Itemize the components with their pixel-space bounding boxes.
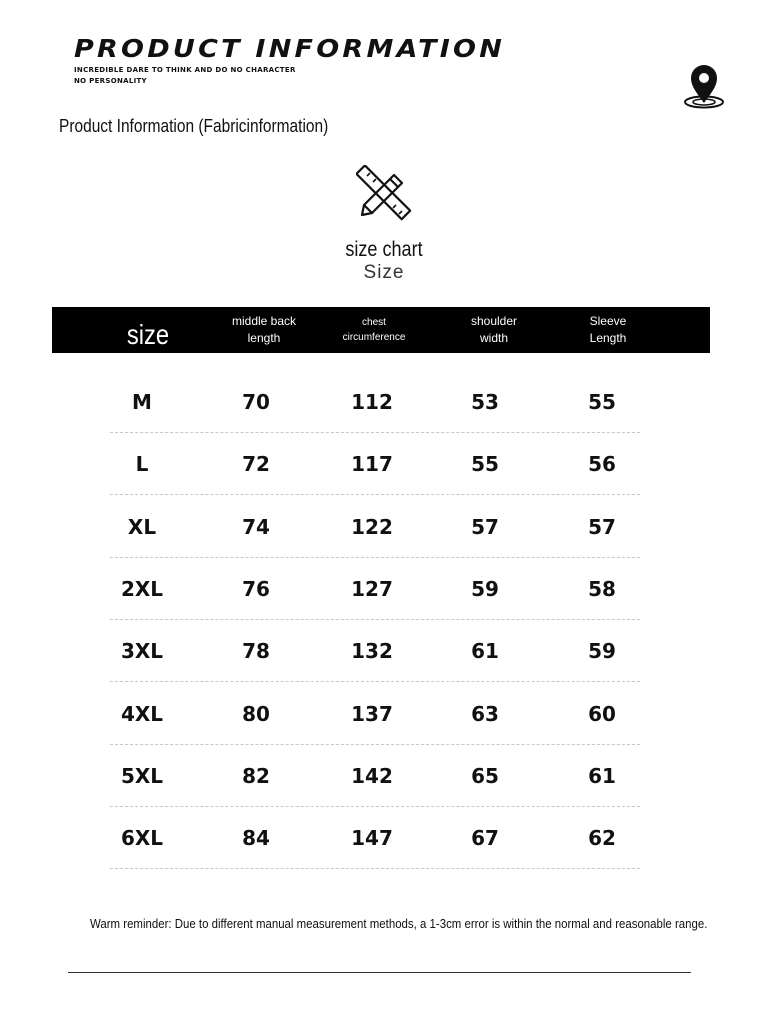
cell-size: XL xyxy=(127,514,157,539)
warm-reminder: Warm reminder: Due to different manual measurement methods, a 1-3cm error is within the normal and reasonable range. xyxy=(90,916,708,931)
cell-size: 5XL xyxy=(120,763,164,788)
cell-sleeve: 62 xyxy=(588,826,616,851)
table-row xyxy=(0,745,768,807)
cell-size: 6XL xyxy=(120,826,164,851)
cell-size: M xyxy=(132,390,152,414)
cell-size: L xyxy=(135,452,149,477)
cell-back-length: 70 xyxy=(242,390,270,414)
cell-sleeve: 55 xyxy=(588,390,616,414)
page-title: PRODUCT INFORMATION xyxy=(74,34,506,63)
cell-chest: 137 xyxy=(351,701,393,726)
tagline-line-2: NO PERSONALITY xyxy=(74,77,147,85)
ruler-pencil-icon xyxy=(356,165,412,221)
table-row xyxy=(0,433,768,495)
cell-sleeve: 61 xyxy=(588,763,616,788)
cell-sleeve: 56 xyxy=(588,452,616,477)
table-row xyxy=(0,371,768,433)
cell-sleeve: 58 xyxy=(588,576,616,601)
cell-shoulder: 61 xyxy=(471,639,499,664)
cell-chest: 117 xyxy=(351,452,393,477)
cell-back-length: 82 xyxy=(242,763,270,788)
cell-sleeve: 57 xyxy=(588,514,616,539)
table-row xyxy=(0,807,768,869)
cell-chest: 142 xyxy=(351,763,393,788)
cell-chest: 122 xyxy=(351,514,393,539)
cell-shoulder: 65 xyxy=(471,763,499,788)
cell-shoulder: 55 xyxy=(471,452,499,477)
cell-chest: 147 xyxy=(351,826,393,851)
cell-back-length: 84 xyxy=(242,826,270,851)
cell-shoulder: 67 xyxy=(471,826,499,851)
cell-chest: 127 xyxy=(351,576,393,601)
cell-size: 2XL xyxy=(120,576,164,601)
column-header-size: size xyxy=(126,318,170,350)
cell-size: 4XL xyxy=(120,701,164,726)
cell-sleeve: 60 xyxy=(588,701,616,726)
row-divider xyxy=(110,868,640,869)
location-pin-icon xyxy=(682,62,726,110)
column-header-sleeve: Sleeve Length xyxy=(589,314,627,345)
cell-shoulder: 57 xyxy=(471,514,499,539)
table-row xyxy=(0,683,768,745)
table-row xyxy=(0,496,768,558)
cell-sleeve: 59 xyxy=(588,639,616,664)
cell-size: 3XL xyxy=(120,639,164,664)
column-header-chest: chest circumference xyxy=(342,317,406,343)
cell-back-length: 76 xyxy=(242,576,270,601)
cell-back-length: 72 xyxy=(242,452,270,477)
tagline-line-1: INCREDIBLE DARE TO THINK AND DO NO CHARACTER xyxy=(74,66,296,74)
size-chart-subtitle: Size xyxy=(363,262,405,283)
column-header-shoulder: shoulder width xyxy=(470,314,518,345)
column-header-back-length: middle back length xyxy=(231,314,297,345)
cell-shoulder: 59 xyxy=(471,576,499,601)
table-row xyxy=(0,620,768,682)
cell-shoulder: 63 xyxy=(471,701,499,726)
cell-back-length: 74 xyxy=(242,514,270,539)
bottom-divider xyxy=(68,972,691,973)
product-info-subheading: Product Information (Fabricinformation) xyxy=(59,116,329,136)
cell-back-length: 80 xyxy=(242,701,270,726)
table-row xyxy=(0,558,768,620)
cell-back-length: 78 xyxy=(242,639,270,664)
size-chart-title: size chart xyxy=(345,238,423,261)
cell-chest: 132 xyxy=(351,639,393,664)
cell-shoulder: 53 xyxy=(471,390,499,414)
cell-chest: 112 xyxy=(351,390,393,414)
table-header xyxy=(52,307,710,353)
